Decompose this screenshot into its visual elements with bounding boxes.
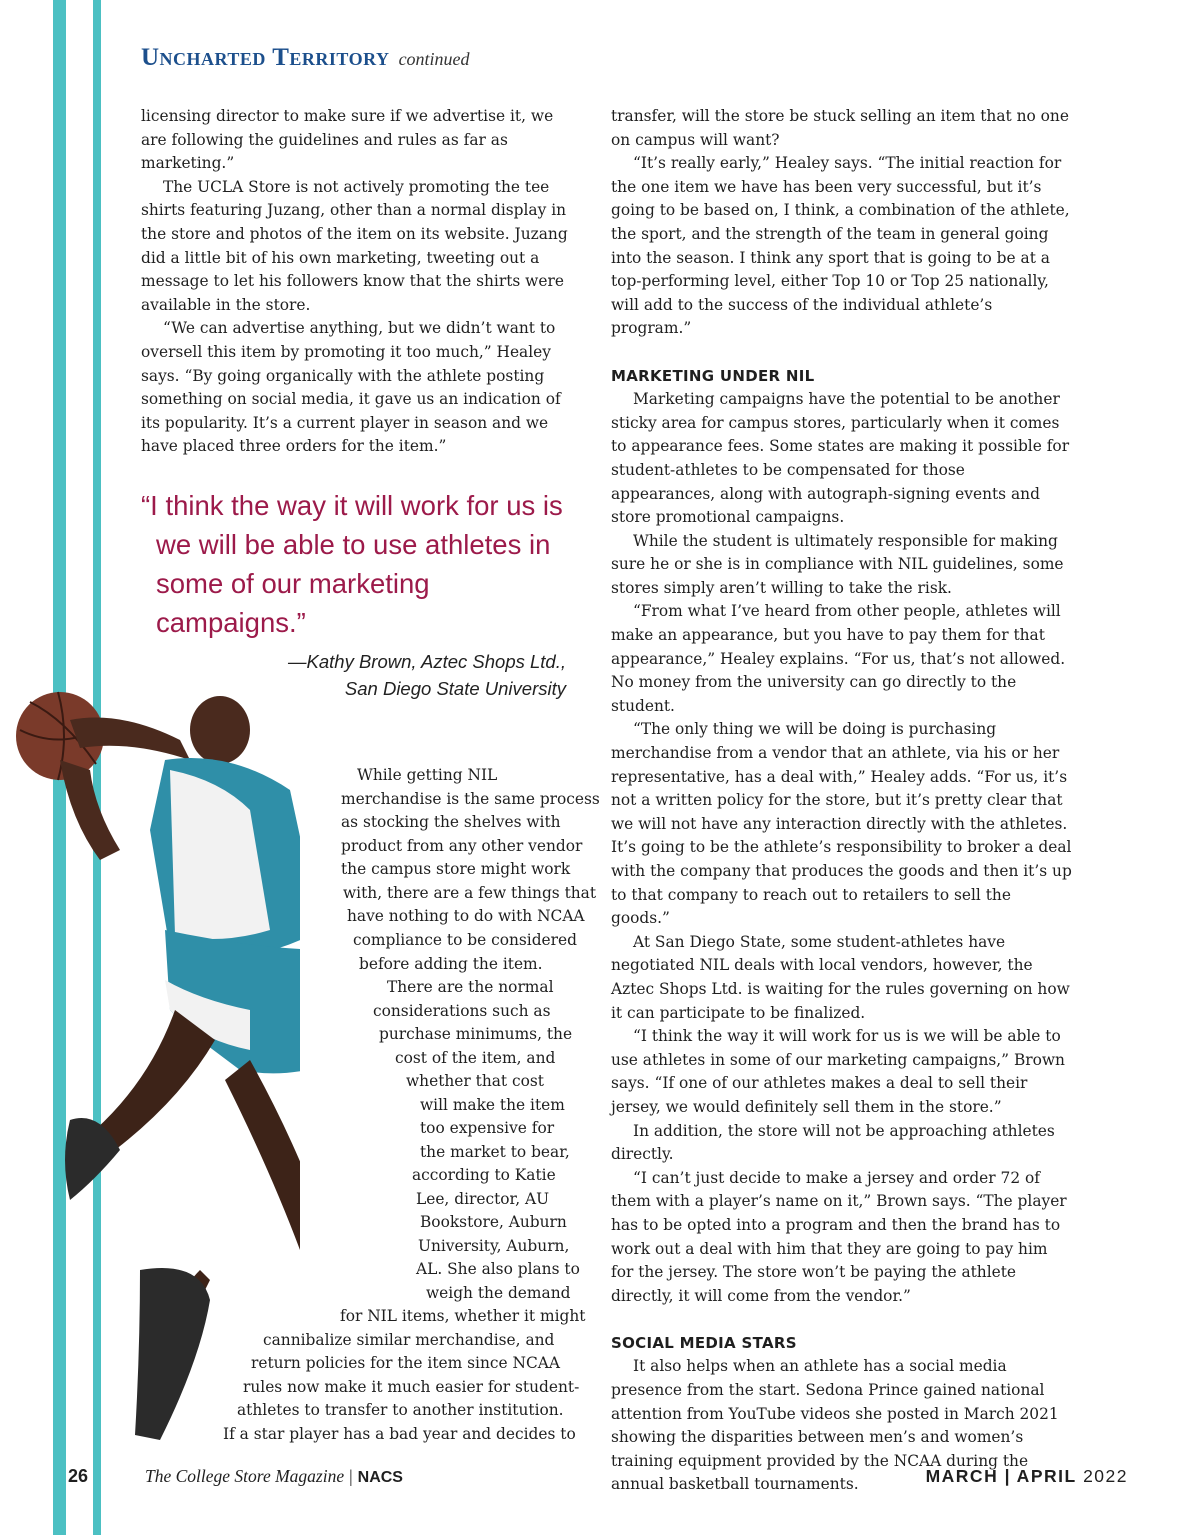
running-head (141, 44, 470, 72)
wrap-line: rules now make it much easier for student- (243, 1378, 580, 1396)
wrap-line: too expensive for (420, 1119, 555, 1137)
wrap-line: purchase minimums, the (379, 1025, 573, 1043)
footer-separator: | (349, 1466, 353, 1486)
issue-year: 2022 (1083, 1466, 1128, 1486)
wrap-line: the market to bear, (420, 1143, 570, 1161)
wrap-line: There are the normal (387, 978, 554, 996)
paragraph: While the student is ultimately responsible for making sure he or she is in compliance with NIL guidelines, some stores simply aren’t willing to take the risk. (611, 531, 1064, 597)
left-column (141, 105, 573, 459)
paragraph: “I can’t just decide to make a jersey and order 72 of them with a player’s name on it,” Brown says. “The player has to be opted into a program and then the brand has to work out a deal with him that they are going to pay him for the jersey. The store won’t be paying the athlete directly, it will come from the vendor.” (611, 1168, 1067, 1305)
wrap-line: While getting NIL (357, 766, 498, 784)
wrap-line: merchandise is the same process (341, 790, 600, 808)
wrap-line: for NIL items, whether it might (340, 1307, 586, 1325)
wrap-line: weigh the demand (426, 1284, 571, 1302)
section-heading: SOCIAL MEDIA STARS (611, 1333, 797, 1352)
issue-date (926, 1466, 1128, 1487)
page-number: 26 (68, 1466, 89, 1486)
paragraph: In addition, the store will not be approaching athletes directly. (611, 1121, 1055, 1164)
issue-months: MARCH | APRIL (925, 1466, 1077, 1486)
paragraph: “The only thing we will be doing is purchasing merchandise from a vendor that an athlete, via his or her representative, has a deal with,” Healey adds. “For us, it’s not a written policy for the store, but it’s pretty clear that we will not have any interaction directly with the athletes. It’s going to be the athlete’s responsibility to broker a deal with the company that produces the goods and then it’s up to that company to reach out to retailers to sell the goods.” (611, 720, 1072, 928)
wrap-line: according to Katie (412, 1166, 556, 1184)
paragraph: “I think the way it will work for us is we will be able to use athletes in some of our marketing campaigns,” Brown says. “If one of our athletes makes a deal to sell their jersey, we would definitely sell them in the store.” (611, 1027, 1065, 1116)
wrap-line: considerations such as (373, 1002, 551, 1020)
wrap-line: whether that cost (406, 1072, 544, 1090)
wrap-line: will make the item (420, 1096, 565, 1114)
wrap-line: have nothing to do with NCAA (347, 907, 585, 925)
wrap-line: with, there are a few things that (343, 884, 597, 902)
wrap-line: athletes to transfer to another institution. (237, 1401, 564, 1419)
paragraph: “We can advertise anything, but we didn’t want to oversell this item by promoting it too much,” Healey says. “By going organically with the athlete posting something on social media, it gave us an indication of its popularity. It’s a current player in season and we have placed three orders for the item.” (141, 319, 561, 456)
attribution-line: —Kathy Brown, Aztec Shops Ltd., (288, 651, 566, 672)
wrap-line: If a star player has a bad year and decides to (223, 1425, 576, 1443)
attribution-line: San Diego State University (344, 678, 566, 699)
magazine-title: The College Store Magazine (145, 1466, 345, 1486)
pull-quote (141, 486, 581, 702)
wrap-line: compliance to be considered (353, 931, 577, 949)
wrap-line: cost of the item, and (395, 1049, 556, 1067)
pull-quote-line: we will be able to use athletes in (156, 529, 551, 560)
pull-quote-line: some of our marketing campaigns.” (156, 568, 430, 638)
paragraph: “From what I’ve heard from other people, athletes will make an appearance, but you have to pay them for that appearance,” Healey explains. “For us, that’s not allowed. No money from the university can go directly to the student. (611, 602, 1066, 715)
pull-quote-line: “I think the way it will work for us is (141, 490, 563, 521)
publication-name (145, 1466, 403, 1487)
paragraph: licensing director to make sure if we advertise it, we are following the guidelines and rules as far as marketing.” (141, 107, 554, 173)
wrap-line: as stocking the shelves with (341, 813, 561, 831)
wrap-line: Lee, director, AU (416, 1190, 550, 1208)
page-footer (0, 1466, 1200, 1492)
wrap-line: cannibalize similar merchandise, and (263, 1331, 555, 1349)
wrap-line: the campus store might work (341, 860, 571, 878)
paragraph: The UCLA Store is not actively promoting the tee shirts featuring Juzang, other than a normal display in the store and photos of the item on its website. Juzang did a little bit of his own marketing, tweeting out a message to let his followers know that the shirts were available in the store. (141, 177, 568, 314)
right-column (611, 105, 1073, 1497)
wrap-line: University, Auburn, (418, 1237, 570, 1255)
wrap-line: return policies for the item since NCAA (251, 1354, 560, 1372)
wrap-line: before adding the item. (359, 955, 543, 973)
section-heading: MARKETING UNDER NIL (611, 366, 815, 385)
paragraph: “It’s really early,” Healey says. “The initial reaction for the one item we have has been very successful, but it’s going to be based on, I think, a combination of the athlete, the sport, and the strength of the team in general going into the season. I think any sport that is going to be at a top-performing level, either Top 10 or Top 25 nationally, will add to the success of the individual athlete’s program.” (611, 154, 1070, 338)
paragraph: At San Diego State, some student-athletes have negotiated NIL deals with local vendors, however, the Aztec Shops Ltd. is waiting for the rules governing on how it can participate to be finalized. (611, 932, 1070, 1022)
pull-quote-text (141, 486, 581, 642)
paragraph: It also helps when an athlete has a social media presence from the start. Sedona Prince gained national attention from YouTube videos she posted in March 2021 showing the disparities between men’s and women’s training equipment provided by the NCAA during the annual basketball tournaments. (611, 1357, 1059, 1494)
wrap-line: Bookstore, Auburn (420, 1213, 567, 1231)
paragraph: transfer, will the store be stuck selling an item that no one on campus will want? (611, 107, 1069, 149)
wrap-line: product from any other vendor (341, 837, 583, 855)
section-title: Uncharted Territory (141, 44, 390, 71)
continued-label: continued (398, 49, 470, 69)
paragraph: Marketing campaigns have the potential to be another sticky area for campus stores, particularly when it comes to appearance fees. Some states are making it possible for student-athletes to be compensated for those appearances, along with autograph-signing events and store promotional campaigns. (611, 390, 1070, 527)
wrap-line: AL. She also plans to (416, 1260, 580, 1278)
organization: NACS (357, 1469, 403, 1486)
